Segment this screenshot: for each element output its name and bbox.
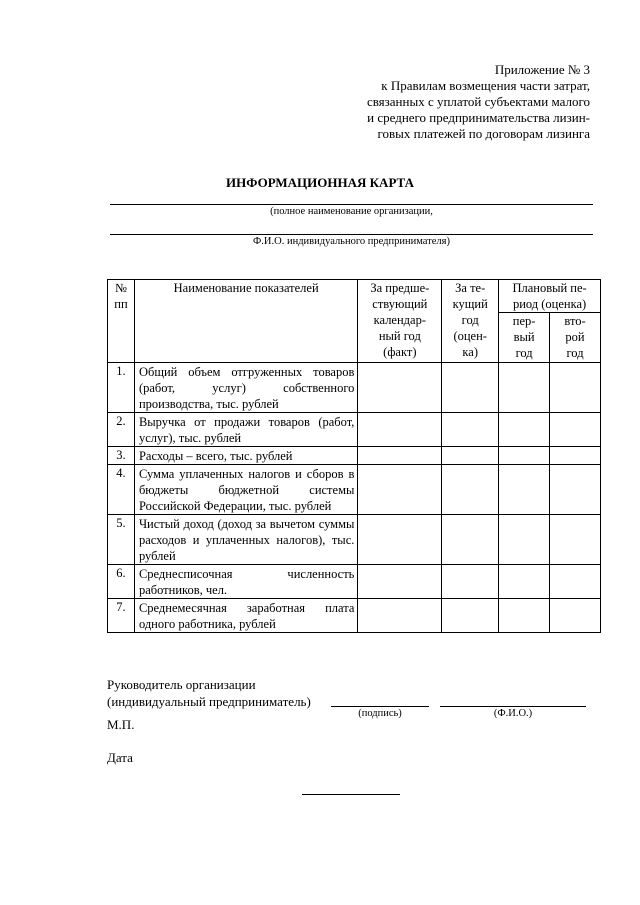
signature-block (107, 676, 311, 710)
header-current-year (442, 280, 499, 363)
signature-caption: (подпись) (358, 708, 402, 719)
cell-first[interactable] (499, 447, 550, 465)
cell-second[interactable] (550, 565, 601, 599)
appendix-line: связанных с уплатой субъектами малого (366, 94, 590, 109)
cell-second[interactable] (550, 465, 601, 515)
appendix-header (330, 62, 590, 142)
cell-current[interactable] (442, 465, 499, 515)
cell-current[interactable] (442, 599, 499, 633)
header-second-line: рой (565, 330, 585, 344)
header-current-line: За те- (455, 281, 486, 295)
cell-current[interactable] (442, 447, 499, 465)
table-row (108, 447, 601, 465)
cell-current[interactable] (442, 515, 499, 565)
header-prev-year (358, 280, 442, 363)
appendix-line: к Правилам возмещения части затрат, (381, 78, 590, 93)
fio-line[interactable] (110, 234, 593, 235)
org-name-caption: (полное наименование организации, (270, 206, 433, 217)
row-num: 4. (108, 465, 135, 515)
table-row (108, 515, 601, 565)
header-num (108, 280, 135, 363)
cell-current[interactable] (442, 363, 499, 413)
cell-first[interactable] (499, 565, 550, 599)
cell-second[interactable] (550, 363, 601, 413)
cell-second[interactable] (550, 413, 601, 447)
header-num-line: пп (114, 297, 128, 311)
table-row (108, 599, 601, 633)
cell-prev[interactable] (358, 565, 442, 599)
header-current-line: год (461, 313, 479, 327)
signature-line1: Руководитель организации (107, 677, 256, 692)
header-first-line: вый (513, 330, 535, 344)
fio-caption: Ф.И.О. индивидуального предпринимателя) (253, 236, 450, 247)
indicators-table (107, 279, 601, 633)
row-num: 7. (108, 599, 135, 633)
signature-line2: (индивидуальный предприниматель) (107, 694, 311, 709)
header-first-line: год (515, 346, 533, 360)
cell-prev[interactable] (358, 413, 442, 447)
header-num-line: № (115, 281, 127, 295)
cell-prev[interactable] (358, 363, 442, 413)
cell-prev[interactable] (358, 465, 442, 515)
appendix-line: Приложение № 3 (494, 62, 590, 77)
row-name: Сумма уплаченных налогов и сборов в бюджеты бюджетной системы Российской Федерации, тыс. рублей (134, 465, 357, 515)
cell-prev[interactable] (358, 599, 442, 633)
row-name: Среднемесячная заработная плата одного работника, рублей (134, 599, 357, 633)
table-row (108, 413, 601, 447)
appendix-line: говых платежей по договорам лизинга (377, 126, 590, 141)
header-prev-line: ный год (378, 329, 421, 343)
header-second-year (550, 313, 601, 363)
table-row (108, 565, 601, 599)
row-name: Общий объем отгруженных товаров (работ, услуг) собственного производства, тыс. рублей (134, 363, 357, 413)
header-first-line: пер- (512, 314, 536, 328)
date-label: Дата (107, 750, 133, 765)
header-name: Наименование показателей (134, 280, 357, 363)
table-header-row (108, 280, 601, 313)
cell-current[interactable] (442, 413, 499, 447)
fio-signature-caption: (Ф.И.О.) (493, 708, 533, 719)
header-planned-line: Плановый пе- (512, 281, 587, 295)
cell-second[interactable] (550, 447, 601, 465)
cell-second[interactable] (550, 599, 601, 633)
header-prev-line: календар- (373, 313, 426, 327)
cell-first[interactable] (499, 413, 550, 447)
table-row (108, 465, 601, 515)
row-num: 5. (108, 515, 135, 565)
document-title: ИНФОРМАЦИОННАЯ КАРТА (226, 175, 414, 190)
cell-first[interactable] (499, 599, 550, 633)
row-num: 1. (108, 363, 135, 413)
date-input-line[interactable] (302, 794, 400, 795)
row-name: Расходы – всего, тыс. рублей (134, 447, 357, 465)
header-first-year (499, 313, 550, 363)
header-prev-line: (факт) (383, 345, 417, 359)
header-current-line: ка) (462, 345, 479, 359)
header-prev-line: ствующий (372, 297, 428, 311)
row-num: 2. (108, 413, 135, 447)
fio-input-line[interactable] (440, 706, 586, 707)
row-num: 6. (108, 565, 135, 599)
cell-first[interactable] (499, 363, 550, 413)
cell-first[interactable] (499, 515, 550, 565)
header-planned (499, 280, 601, 313)
header-current-line: (оцен- (453, 329, 487, 343)
row-name: Среднесписочная численность работников, чел. (134, 565, 357, 599)
row-name: Чистый доход (доход за вычетом суммы расходов и уплаченных налогов), тыс. рублей (134, 515, 357, 565)
cell-prev[interactable] (358, 515, 442, 565)
org-name-line[interactable] (110, 204, 593, 205)
cell-current[interactable] (442, 565, 499, 599)
cell-first[interactable] (499, 465, 550, 515)
header-planned-line: риод (оценка) (512, 297, 587, 311)
header-current-line: кущий (452, 297, 488, 311)
row-name: Выручка от продажи товаров (работ, услуг), тыс. рублей (134, 413, 357, 447)
signature-input-line[interactable] (331, 706, 429, 707)
header-prev-line: За предше- (370, 281, 430, 295)
row-num: 3. (108, 447, 135, 465)
stamp-label: М.П. (107, 717, 135, 732)
cell-second[interactable] (550, 515, 601, 565)
table-row (108, 363, 601, 413)
appendix-line: и среднего предпринимательства лизин- (367, 110, 590, 125)
cell-prev[interactable] (358, 447, 442, 465)
header-second-line: год (566, 346, 584, 360)
header-second-line: вто- (564, 314, 586, 328)
